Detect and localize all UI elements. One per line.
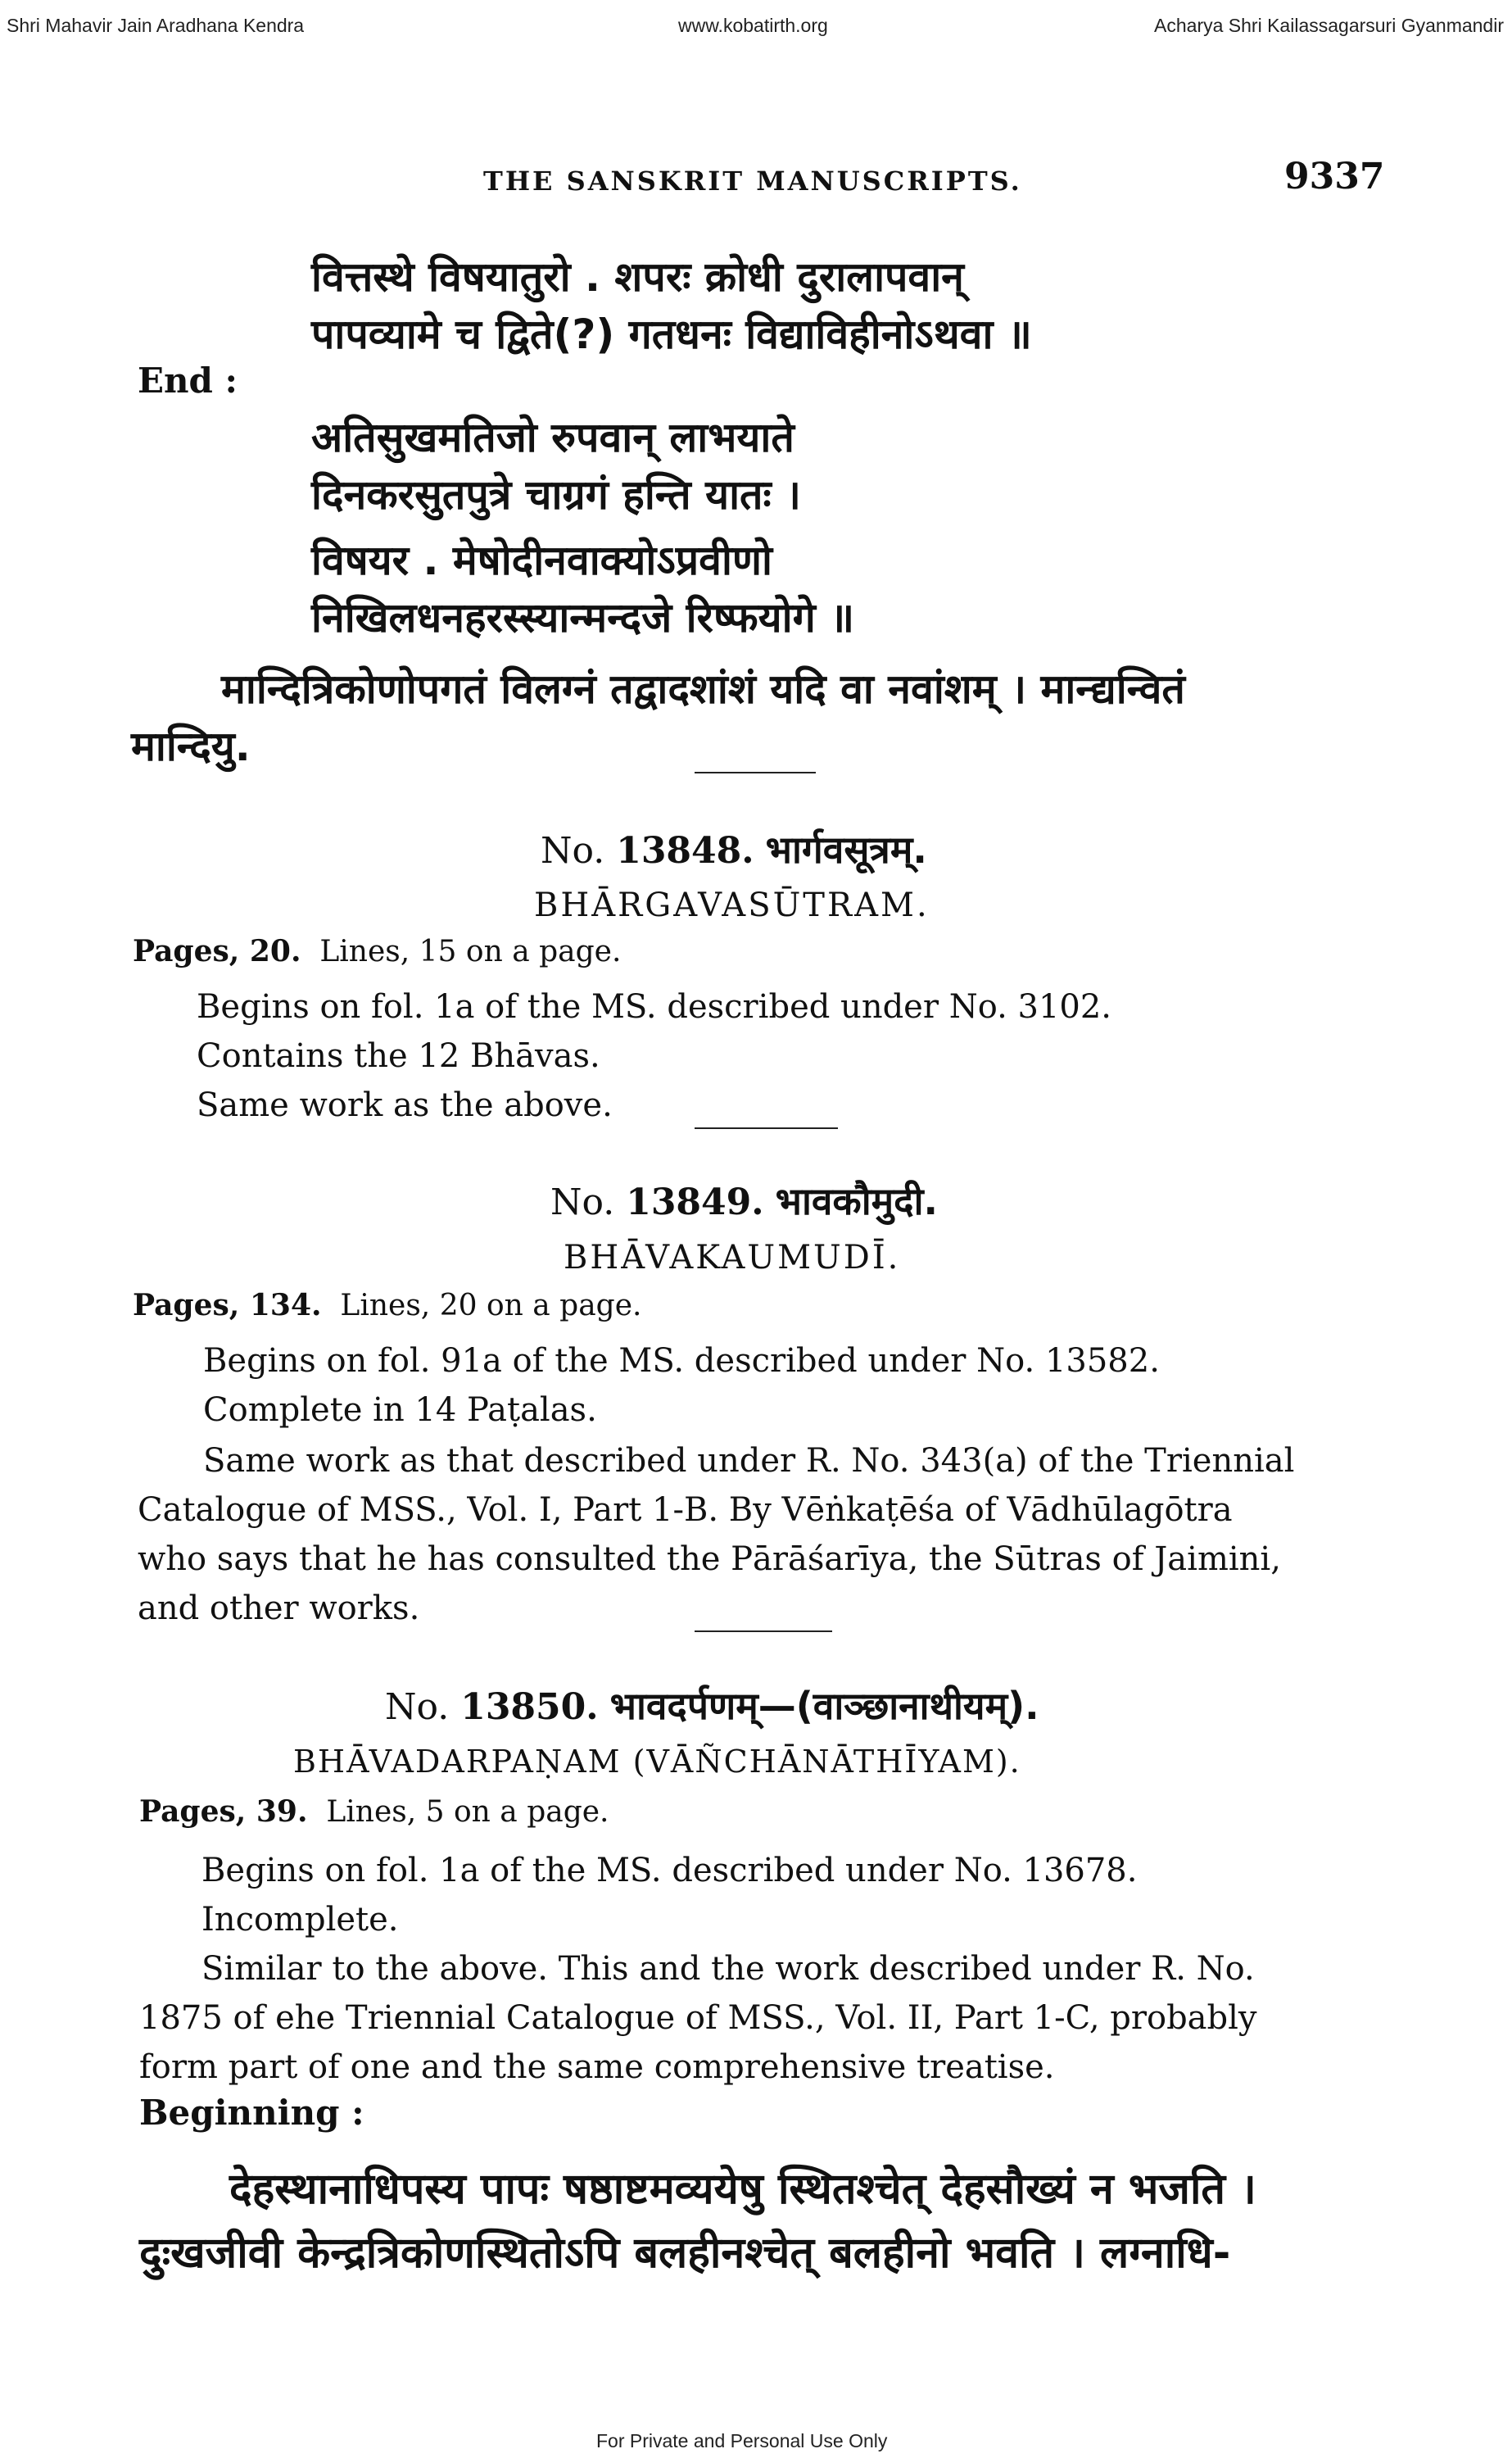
entry-sanskrit-title: भार्गवसूत्रम्. bbox=[765, 828, 927, 872]
entry-meta bbox=[133, 934, 621, 968]
beginning-label: Beginning : bbox=[139, 2093, 364, 2133]
entry-body-line: 1875 of ehe Triennial Catalogue of MSS., Vol. II, Part 1-C, probably bbox=[139, 1999, 1257, 2037]
entry-meta bbox=[133, 1288, 641, 1322]
entry-heading bbox=[385, 1680, 1039, 1730]
page-number: 9337 bbox=[1284, 156, 1385, 197]
entry-sanskrit-title: भावदर्पणम्—(वाञ्छानाथीयम्). bbox=[609, 1684, 1039, 1728]
beginning-verse-line: दुःखजीवी केन्द्रत्रिकोणस्थितोऽपि बलहीनश्चेत् बलहीनो भवति । लग्नाधि- bbox=[139, 2229, 1231, 2278]
section-divider bbox=[695, 772, 816, 773]
entry-number: 13849. bbox=[626, 1181, 764, 1223]
entry-body-line: Incomplete. bbox=[201, 1901, 399, 1939]
section-divider bbox=[695, 1127, 838, 1129]
watermark-center: www.kobatirth.org bbox=[678, 15, 828, 36]
entry-body-line: Contains the 12 Bhāvas. bbox=[197, 1037, 600, 1075]
entry-no-label: No. bbox=[541, 830, 605, 872]
verse-line: पापव्यामे च द्विते(?) गतधनः विद्याविहीनोऽथवा ॥ bbox=[311, 311, 1032, 358]
entry-body-line: Complete in 14 Paṭalas. bbox=[203, 1391, 597, 1429]
section-divider bbox=[695, 1630, 832, 1632]
running-head: THE SANSKRIT MANUSCRIPTS. bbox=[483, 166, 1022, 197]
watermark-footer: For Private and Personal Use Only bbox=[596, 2430, 888, 2451]
prose-line: मान्दित्रिकोणोपगतं विलग्नं तद्वादशांशं यदि वा नवांशम् । मान्द्यन्वितं bbox=[221, 665, 1185, 713]
entry-body-line: Begins on fol. 1a of the MS. described under No. 3102. bbox=[197, 988, 1112, 1026]
entry-pages: Pages, 39. bbox=[139, 1794, 308, 1829]
entry-body-line: Same work as the above. bbox=[197, 1086, 613, 1124]
entry-roman-title: BHĀRGAVASŪTRAM. bbox=[534, 887, 930, 924]
prose-line: मान्दियु. bbox=[131, 723, 251, 770]
verse-line: दिनकरसुतपुत्रे चाग्रगं हन्ति यातः । bbox=[311, 471, 801, 519]
entry-number: 13850. bbox=[460, 1686, 599, 1728]
entry-heading bbox=[541, 823, 927, 874]
verse-line: अतिसुखमतिजो रुपवान् लाभयाते bbox=[311, 414, 794, 461]
entry-body-line: Catalogue of MSS., Vol. I, Part 1-B. By Vēṅkaṭēśa of Vādhūlagōtra bbox=[138, 1491, 1233, 1529]
entry-body-line: Begins on fol. 91a of the MS. described under No. 13582. bbox=[203, 1342, 1160, 1380]
verse-line: विषयर . मेषोदीनवाक्योऽप्रवीणो bbox=[311, 537, 773, 584]
entry-number: 13848. bbox=[616, 830, 754, 872]
entry-body-line: form part of one and the same comprehensive treatise. bbox=[139, 2048, 1055, 2086]
entry-meta bbox=[139, 1794, 609, 1829]
entry-lines: Lines, 15 on a page. bbox=[319, 935, 622, 968]
entry-no-label: No. bbox=[385, 1686, 450, 1728]
entry-body-line: and other works. bbox=[138, 1590, 420, 1627]
entry-roman-title: BHĀVADARPAṆAM (VĀÑCHĀNĀTHĪYAM). bbox=[293, 1744, 1021, 1780]
watermark-right: Acharya Shri Kailassagarsuri Gyanmandir bbox=[1154, 15, 1504, 36]
verse-line: वित्तस्थे विषयातुरो . शपरः क्रोधी दुरालापवान् bbox=[311, 253, 964, 301]
entry-body-line: Begins on fol. 1a of the MS. described under No. 13678. bbox=[201, 1852, 1138, 1889]
entry-no-label: No. bbox=[550, 1181, 615, 1223]
entry-sanskrit-title: भावकौमुदी. bbox=[775, 1179, 939, 1223]
entry-body-line: Same work as that described under R. No. 343(a) of the Triennial bbox=[203, 1442, 1295, 1480]
verse-line: निखिलधनहरस्स्यान्मन्दजे रिष्फयोगे ॥ bbox=[311, 594, 855, 642]
entry-lines: Lines, 5 on a page. bbox=[326, 1795, 609, 1829]
entry-body-line: who says that he has consulted the Pārāśarīya, the Sūtras of Jaimini, bbox=[138, 1540, 1281, 1578]
entry-body-line: Similar to the above. This and the work described under R. No. bbox=[201, 1950, 1255, 1988]
entry-roman-title: BHĀVAKAUMUDĪ. bbox=[564, 1239, 901, 1277]
watermark-left: Shri Mahavir Jain Aradhana Kendra bbox=[7, 15, 305, 36]
entry-lines: Lines, 20 on a page. bbox=[340, 1289, 642, 1322]
entry-heading bbox=[550, 1175, 938, 1226]
beginning-verse-line: देहस्थानाधिपस्य पापः षष्ठाष्टमव्ययेषु स्थितश्चेत् देहसौख्यं न भजति । bbox=[229, 2165, 1256, 2214]
entry-pages: Pages, 134. bbox=[133, 1288, 322, 1322]
entry-pages: Pages, 20. bbox=[133, 934, 301, 968]
end-label: End : bbox=[138, 361, 238, 401]
